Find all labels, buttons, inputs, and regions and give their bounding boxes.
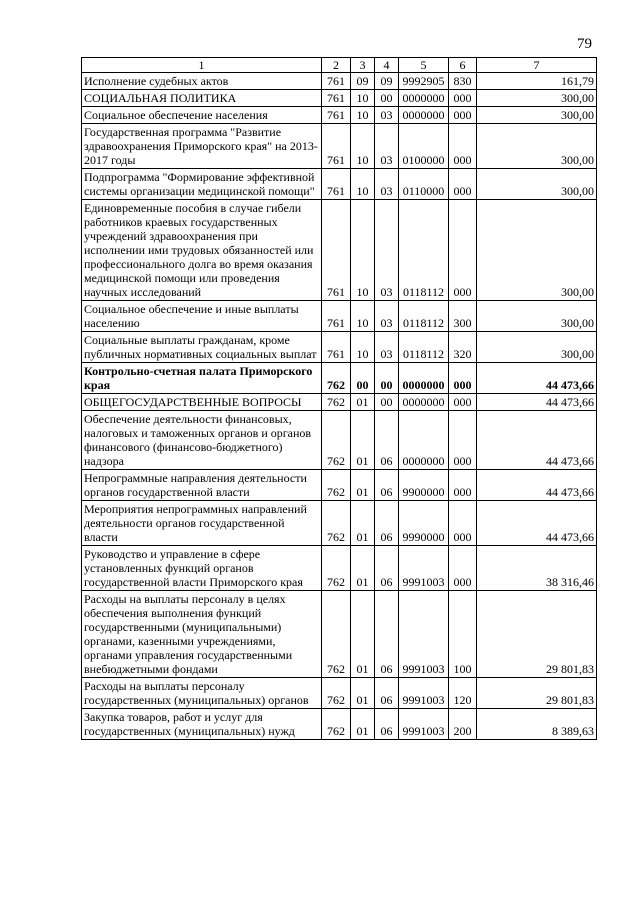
ved-code-cell: 762 — [322, 709, 351, 740]
row-name-cell: Государственная программа "Развитие здравоохранения Приморского края" на 2013-2017 годы — [82, 124, 322, 169]
table-row — [82, 501, 597, 546]
expense-type-cell: 000 — [449, 200, 477, 301]
target-article-cell: 9990000 — [399, 501, 449, 546]
target-article-cell: 0118112 — [399, 332, 449, 363]
amount-cell: 29 801,83 — [477, 678, 597, 709]
row-name-cell: Руководство и управление в сфере установленных функций органов государственной власти Приморского края — [82, 546, 322, 591]
ved-code-cell: 761 — [322, 332, 351, 363]
row-name-cell: ОБЩЕГОСУДАРСТВЕННЫЕ ВОПРОСЫ — [82, 394, 322, 411]
table-row — [82, 546, 597, 591]
table-row — [82, 124, 597, 169]
table-row — [82, 169, 597, 200]
table-row — [82, 678, 597, 709]
expense-type-cell: 000 — [449, 107, 477, 124]
subsection-code-cell: 09 — [375, 73, 399, 90]
table-row — [82, 90, 597, 107]
row-name-cell: Социальное обеспечение и иные выплаты населению — [82, 301, 322, 332]
row-name-cell: Подпрограмма "Формирование эффективной системы организации медицинской помощи" — [82, 169, 322, 200]
target-article-cell: 0000000 — [399, 394, 449, 411]
section-code-cell: 10 — [351, 200, 375, 301]
subsection-code-cell: 00 — [375, 394, 399, 411]
table-row — [82, 332, 597, 363]
column-header: 4 — [375, 58, 399, 73]
section-code-cell: 10 — [351, 332, 375, 363]
expense-type-cell: 000 — [449, 394, 477, 411]
expense-type-cell: 000 — [449, 470, 477, 501]
table-row — [82, 591, 597, 678]
section-code-cell: 10 — [351, 169, 375, 200]
section-code-cell: 00 — [351, 363, 375, 394]
amount-cell: 300,00 — [477, 169, 597, 200]
subsection-code-cell: 06 — [375, 678, 399, 709]
amount-cell: 44 473,66 — [477, 363, 597, 394]
ved-code-cell: 762 — [322, 470, 351, 501]
table-row — [82, 470, 597, 501]
section-code-cell: 10 — [351, 107, 375, 124]
header-row — [82, 58, 597, 73]
ved-code-cell: 761 — [322, 124, 351, 169]
amount-cell: 161,79 — [477, 73, 597, 90]
expense-type-cell: 200 — [449, 709, 477, 740]
subsection-code-cell: 06 — [375, 709, 399, 740]
amount-cell: 300,00 — [477, 200, 597, 301]
ved-code-cell: 762 — [322, 678, 351, 709]
ved-code-cell: 761 — [322, 169, 351, 200]
row-name-cell: Мероприятия непрограммных направлений деятельности органов государственной власти — [82, 501, 322, 546]
amount-cell: 44 473,66 — [477, 394, 597, 411]
target-article-cell: 0000000 — [399, 363, 449, 394]
target-article-cell: 9992905 — [399, 73, 449, 90]
column-header: 1 — [82, 58, 322, 73]
amount-cell: 300,00 — [477, 90, 597, 107]
subsection-code-cell: 06 — [375, 411, 399, 470]
amount-cell: 29 801,83 — [477, 591, 597, 678]
amount-cell: 8 389,63 — [477, 709, 597, 740]
budget-table — [81, 57, 597, 740]
ved-code-cell: 762 — [322, 394, 351, 411]
subsection-code-cell: 03 — [375, 107, 399, 124]
section-code-cell: 01 — [351, 678, 375, 709]
column-header: 7 — [477, 58, 597, 73]
subsection-code-cell: 03 — [375, 301, 399, 332]
expense-type-cell: 300 — [449, 301, 477, 332]
ved-code-cell: 761 — [322, 107, 351, 124]
target-article-cell: 0118112 — [399, 200, 449, 301]
section-code-cell: 10 — [351, 301, 375, 332]
section-code-cell: 01 — [351, 411, 375, 470]
table-row — [82, 394, 597, 411]
subsection-code-cell: 06 — [375, 546, 399, 591]
subsection-code-cell: 06 — [375, 591, 399, 678]
target-article-cell: 0100000 — [399, 124, 449, 169]
table-body — [82, 73, 597, 740]
amount-cell: 44 473,66 — [477, 501, 597, 546]
section-code-cell: 01 — [351, 546, 375, 591]
section-code-cell: 10 — [351, 90, 375, 107]
table-row — [82, 301, 597, 332]
section-code-cell: 01 — [351, 394, 375, 411]
target-article-cell: 0000000 — [399, 411, 449, 470]
target-article-cell: 0000000 — [399, 107, 449, 124]
subsection-code-cell: 06 — [375, 470, 399, 501]
row-name-cell: Расходы на выплаты персоналу в целях обеспечения выполнения функций государственными (муниципальными) органами, казенными учреждениями, органами управления государственными внебюджетными фондами — [82, 591, 322, 678]
ved-code-cell: 762 — [322, 546, 351, 591]
target-article-cell: 9991003 — [399, 591, 449, 678]
amount-cell: 44 473,66 — [477, 411, 597, 470]
ved-code-cell: 761 — [322, 301, 351, 332]
subsection-code-cell: 03 — [375, 124, 399, 169]
target-article-cell: 9991003 — [399, 709, 449, 740]
section-code-cell: 09 — [351, 73, 375, 90]
row-name-cell: Непрограммные направления деятельности органов государственной власти — [82, 470, 322, 501]
row-name-cell: Обеспечение деятельности финансовых, налоговых и таможенных органов и органов финансового (финансово-бюджетного) надзора — [82, 411, 322, 470]
page-number: 79 — [577, 36, 592, 52]
expense-type-cell: 830 — [449, 73, 477, 90]
amount-cell: 300,00 — [477, 301, 597, 332]
section-code-cell: 01 — [351, 709, 375, 740]
expense-type-cell: 000 — [449, 546, 477, 591]
amount-cell: 300,00 — [477, 332, 597, 363]
section-code-cell: 01 — [351, 470, 375, 501]
subsection-code-cell: 03 — [375, 200, 399, 301]
ved-code-cell: 761 — [322, 90, 351, 107]
target-article-cell: 0118112 — [399, 301, 449, 332]
row-name-cell: Социальное обеспечение населения — [82, 107, 322, 124]
table-row — [82, 709, 597, 740]
target-article-cell: 9900000 — [399, 470, 449, 501]
target-article-cell: 9991003 — [399, 546, 449, 591]
expense-type-cell: 000 — [449, 411, 477, 470]
row-name-cell: Закупка товаров, работ и услуг для государственных (муниципальных) нужд — [82, 709, 322, 740]
section-code-cell: 01 — [351, 591, 375, 678]
table-row — [82, 200, 597, 301]
column-header: 6 — [449, 58, 477, 73]
ved-code-cell: 762 — [322, 501, 351, 546]
row-name-cell: СОЦИАЛЬНАЯ ПОЛИТИКА — [82, 90, 322, 107]
section-code-cell: 10 — [351, 124, 375, 169]
row-name-cell: Социальные выплаты гражданам, кроме публичных нормативных социальных выплат — [82, 332, 322, 363]
amount-cell: 44 473,66 — [477, 470, 597, 501]
ved-code-cell: 761 — [322, 73, 351, 90]
subsection-code-cell: 03 — [375, 332, 399, 363]
target-article-cell: 0000000 — [399, 90, 449, 107]
row-name-cell: Единовременные пособия в случае гибели работников краевых государственных учреждений здравоохранения при исполнении ими трудовых обязанностей или профессионального долга во время оказания медицинской помощи или проведения научных исследований — [82, 200, 322, 301]
expense-type-cell: 100 — [449, 591, 477, 678]
target-article-cell: 0110000 — [399, 169, 449, 200]
row-name-cell: Исполнение судебных актов — [82, 73, 322, 90]
expense-type-cell: 120 — [449, 678, 477, 709]
ved-code-cell: 761 — [322, 200, 351, 301]
subsection-code-cell: 00 — [375, 90, 399, 107]
expense-type-cell: 000 — [449, 501, 477, 546]
table-row — [82, 107, 597, 124]
ved-code-cell: 762 — [322, 363, 351, 394]
table-row — [82, 363, 597, 394]
amount-cell: 300,00 — [477, 124, 597, 169]
ved-code-cell: 762 — [322, 591, 351, 678]
subsection-code-cell: 00 — [375, 363, 399, 394]
table-row — [82, 73, 597, 90]
column-header: 3 — [351, 58, 375, 73]
amount-cell: 300,00 — [477, 107, 597, 124]
column-header: 5 — [399, 58, 449, 73]
row-name-cell: Контрольно-счетная палата Приморского края — [82, 363, 322, 394]
subsection-code-cell: 03 — [375, 169, 399, 200]
subsection-code-cell: 06 — [375, 501, 399, 546]
row-name-cell: Расходы на выплаты персоналу государственных (муниципальных) органов — [82, 678, 322, 709]
expense-type-cell: 000 — [449, 124, 477, 169]
expense-type-cell: 000 — [449, 90, 477, 107]
ved-code-cell: 762 — [322, 411, 351, 470]
target-article-cell: 9991003 — [399, 678, 449, 709]
expense-type-cell: 000 — [449, 169, 477, 200]
section-code-cell: 01 — [351, 501, 375, 546]
table-row — [82, 411, 597, 470]
expense-type-cell: 000 — [449, 363, 477, 394]
column-header: 2 — [322, 58, 351, 73]
amount-cell: 38 316,46 — [477, 546, 597, 591]
expense-type-cell: 320 — [449, 332, 477, 363]
